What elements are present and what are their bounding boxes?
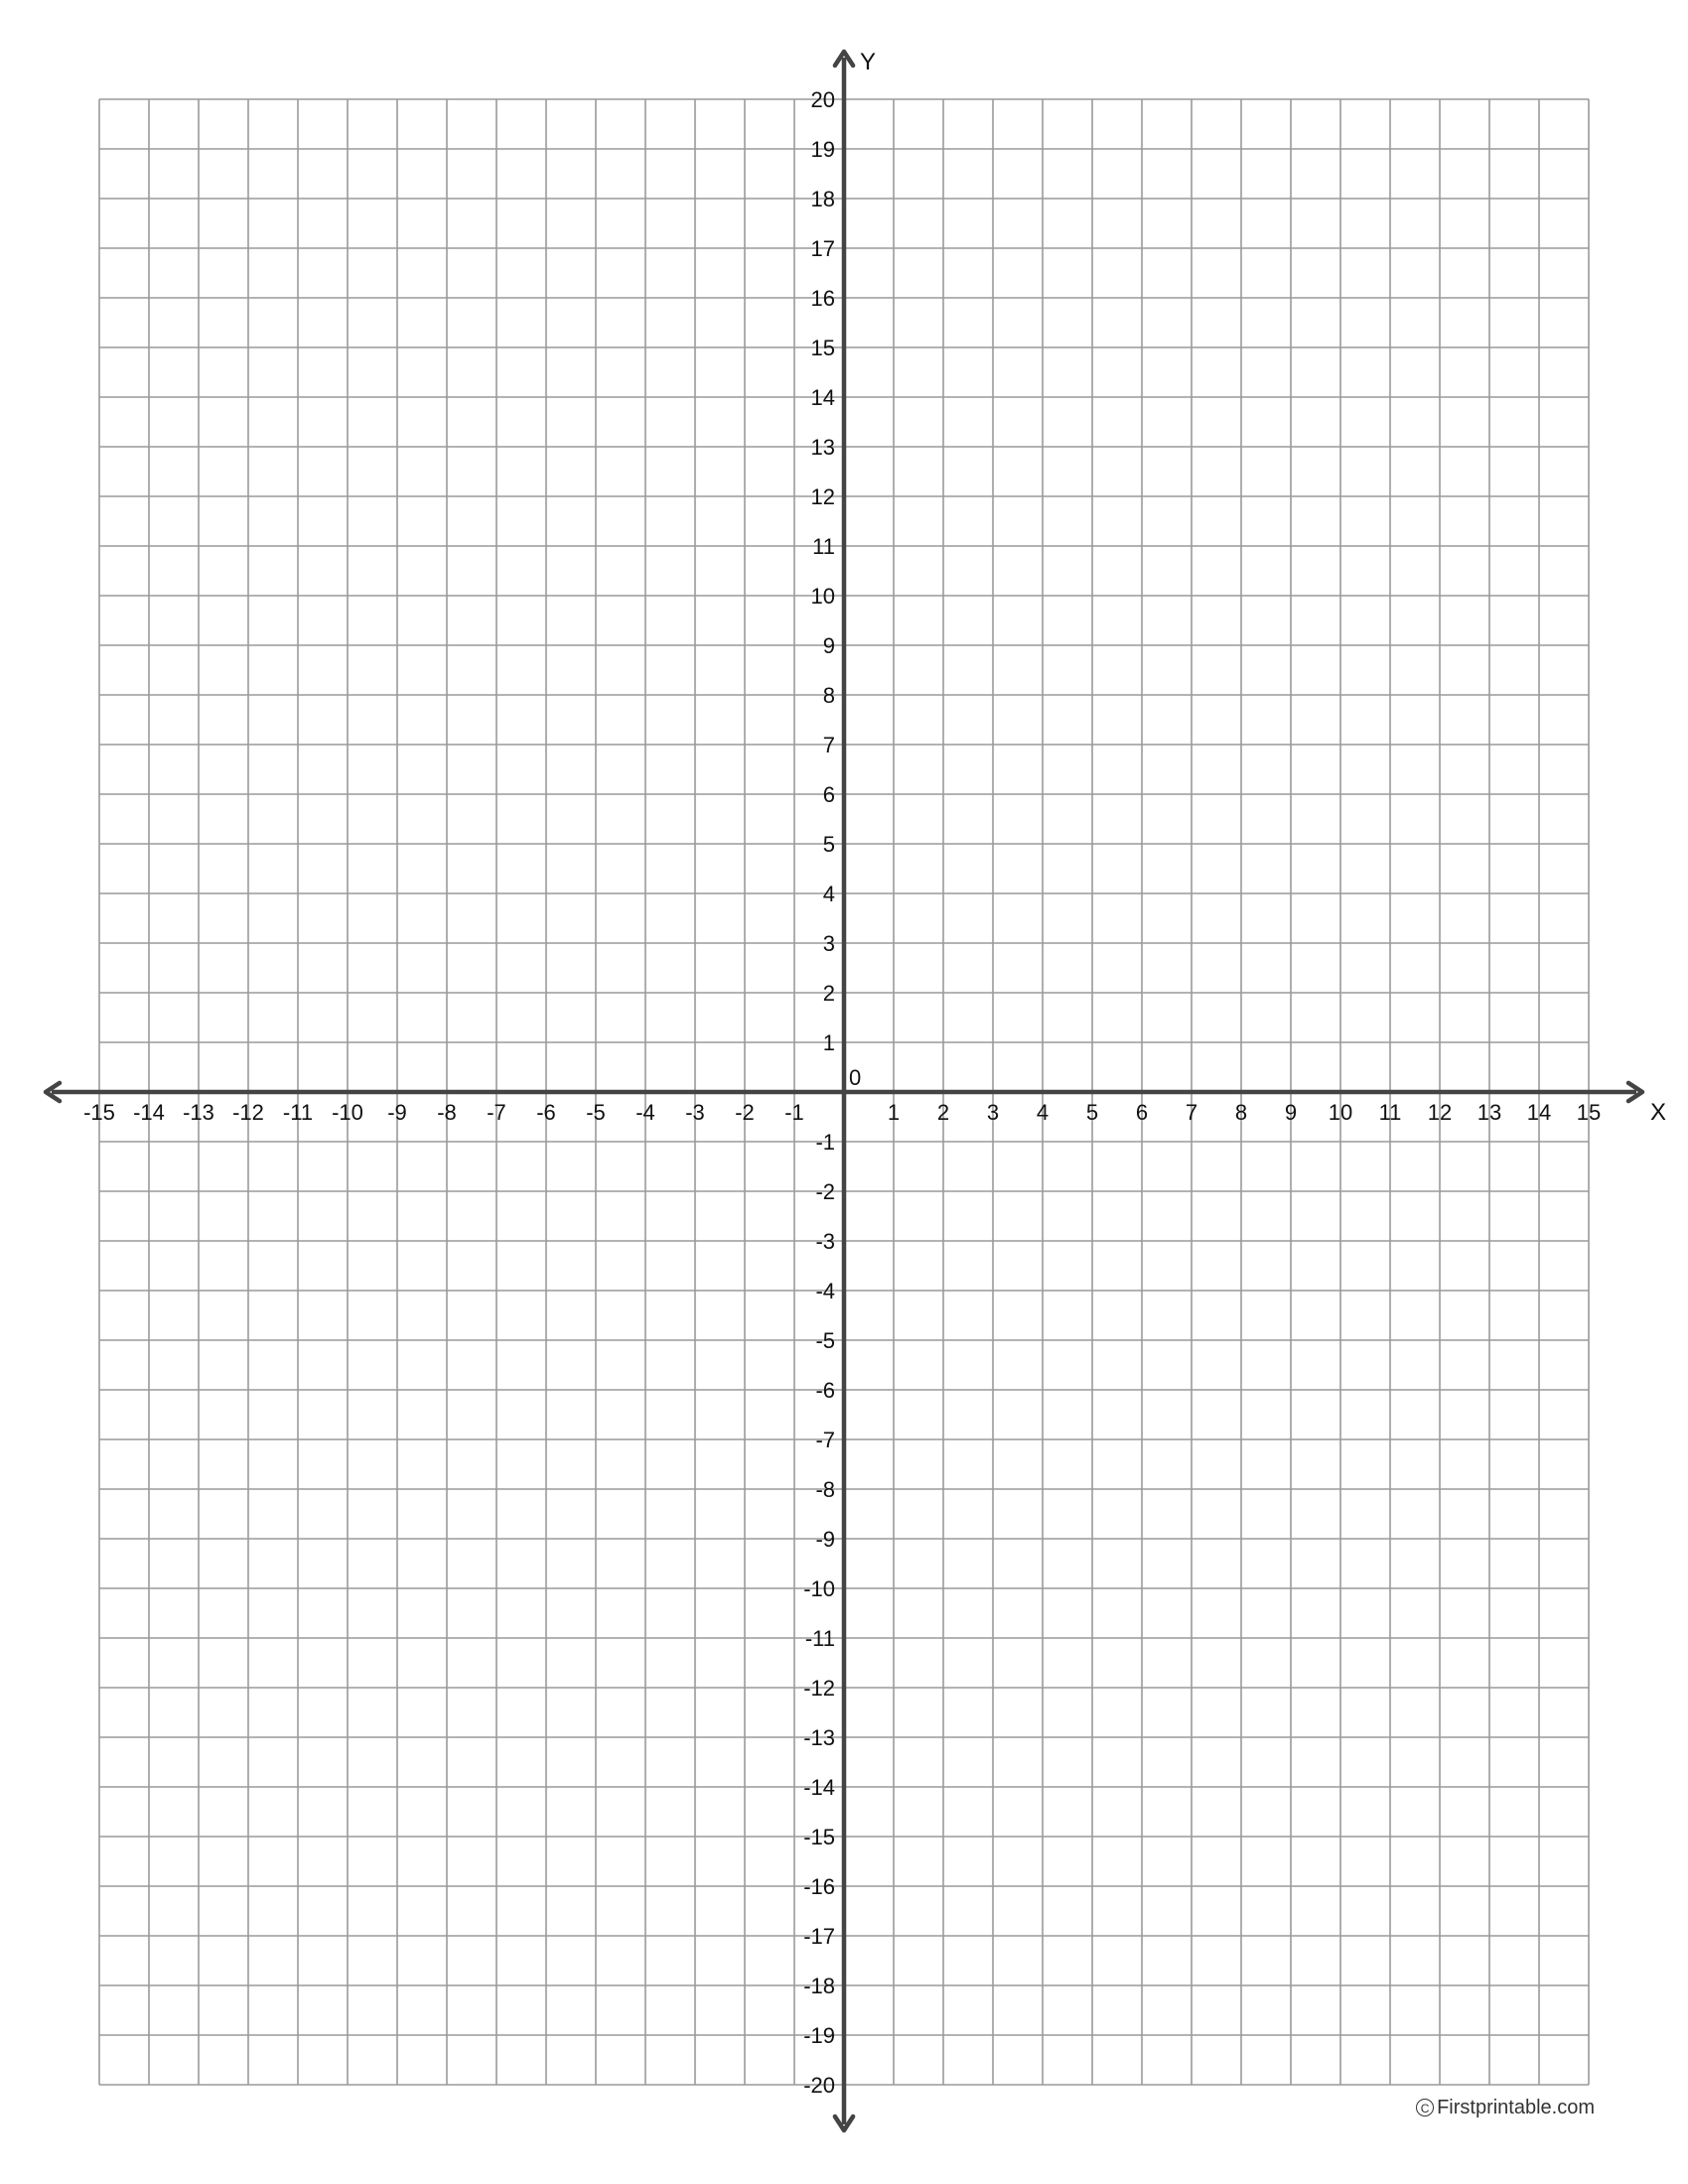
- y-tick-label: 14: [810, 385, 835, 410]
- x-tick-label: 3: [986, 1100, 1000, 1125]
- x-tick-label: 2: [936, 1100, 950, 1125]
- y-tick-label: 20: [810, 87, 835, 112]
- y-tick-label: 11: [812, 534, 835, 559]
- y-tick-label: -20: [803, 2073, 835, 2098]
- y-tick-label: 9: [822, 633, 835, 658]
- y-tick-label: 15: [810, 336, 835, 360]
- x-tick-label: 13: [1477, 1100, 1502, 1125]
- copyright-notice: [1416, 2097, 1595, 2119]
- x-tick-label: 10: [1328, 1100, 1353, 1125]
- x-tick-label: -6: [536, 1100, 556, 1125]
- y-tick-label: 12: [810, 484, 835, 509]
- y-axis-title: Y: [860, 49, 877, 75]
- y-tick-label: 4: [822, 882, 835, 906]
- y-tick-label: 2: [822, 981, 835, 1006]
- x-tick-label: -10: [332, 1100, 363, 1125]
- x-tick-label: -1: [784, 1100, 804, 1125]
- x-tick-label: -7: [487, 1100, 506, 1125]
- x-tick-label: -14: [133, 1100, 165, 1125]
- x-tick-label: 12: [1427, 1100, 1453, 1125]
- x-tick-label: -3: [685, 1100, 705, 1125]
- x-tick-label: -4: [635, 1100, 655, 1125]
- tick-labels: [83, 49, 1666, 2098]
- x-tick-label: -2: [735, 1100, 755, 1125]
- y-tick-label: -8: [815, 1477, 835, 1502]
- x-tick-label: 14: [1526, 1100, 1552, 1125]
- y-tick-label: 10: [810, 584, 835, 609]
- y-tick-label: 16: [810, 286, 835, 311]
- y-tick-label: -4: [815, 1279, 835, 1303]
- x-tick-label: 6: [1135, 1100, 1149, 1125]
- y-tick-label: -7: [815, 1428, 835, 1452]
- y-tick-label: 8: [822, 683, 835, 708]
- y-tick-label: 3: [822, 931, 835, 956]
- y-tick-label: -17: [803, 1924, 835, 1949]
- copyright-site: Firstprintable.com: [1437, 2097, 1595, 2118]
- x-tick-label: 15: [1576, 1100, 1602, 1125]
- y-tick-label: -9: [815, 1527, 835, 1552]
- x-tick-label: -13: [183, 1100, 214, 1125]
- y-tick-label: -3: [815, 1229, 835, 1254]
- y-tick-label: 19: [810, 137, 835, 162]
- y-tick-label: 13: [810, 435, 835, 460]
- y-tick-label: 6: [822, 782, 835, 807]
- y-tick-label: -6: [815, 1378, 835, 1403]
- y-tick-label: 5: [822, 832, 835, 857]
- y-tick-label: -5: [815, 1328, 835, 1353]
- x-tick-label: 11: [1378, 1100, 1402, 1125]
- y-tick-label: 17: [810, 236, 835, 261]
- x-tick-label: -15: [83, 1100, 115, 1125]
- x-tick-label: -9: [387, 1100, 407, 1125]
- x-tick-label: 9: [1284, 1100, 1298, 1125]
- y-tick-label: 7: [822, 733, 835, 757]
- copyright-icon: C: [1416, 2099, 1434, 2116]
- x-axis-title: X: [1650, 1099, 1667, 1126]
- y-tick-label: -13: [803, 1725, 835, 1750]
- x-tick-label: -8: [437, 1100, 457, 1125]
- y-tick-label: -10: [803, 1576, 835, 1601]
- y-tick-label: -19: [803, 2023, 835, 2048]
- y-tick-label: -11: [804, 1626, 835, 1651]
- origin-label: 0: [849, 1065, 862, 1090]
- y-tick-label: 1: [822, 1030, 835, 1055]
- y-tick-label: -15: [803, 1825, 835, 1849]
- x-tick-label: 8: [1234, 1100, 1248, 1125]
- y-tick-label: 18: [810, 187, 835, 211]
- x-tick-label: 5: [1085, 1100, 1099, 1125]
- y-tick-label: -14: [803, 1775, 835, 1800]
- y-tick-label: -16: [803, 1874, 835, 1899]
- axes: [46, 52, 1642, 2130]
- y-tick-label: -18: [803, 1974, 835, 1998]
- y-tick-label: -12: [803, 1676, 835, 1701]
- y-tick-label: -1: [815, 1130, 835, 1155]
- y-tick-label: -2: [815, 1179, 835, 1204]
- x-tick-label: -11: [282, 1100, 314, 1125]
- x-tick-label: -5: [586, 1100, 606, 1125]
- x-tick-label: 4: [1036, 1100, 1050, 1125]
- x-tick-label: -12: [232, 1100, 264, 1125]
- x-tick-label: 7: [1185, 1100, 1198, 1125]
- x-tick-label: 1: [887, 1100, 901, 1125]
